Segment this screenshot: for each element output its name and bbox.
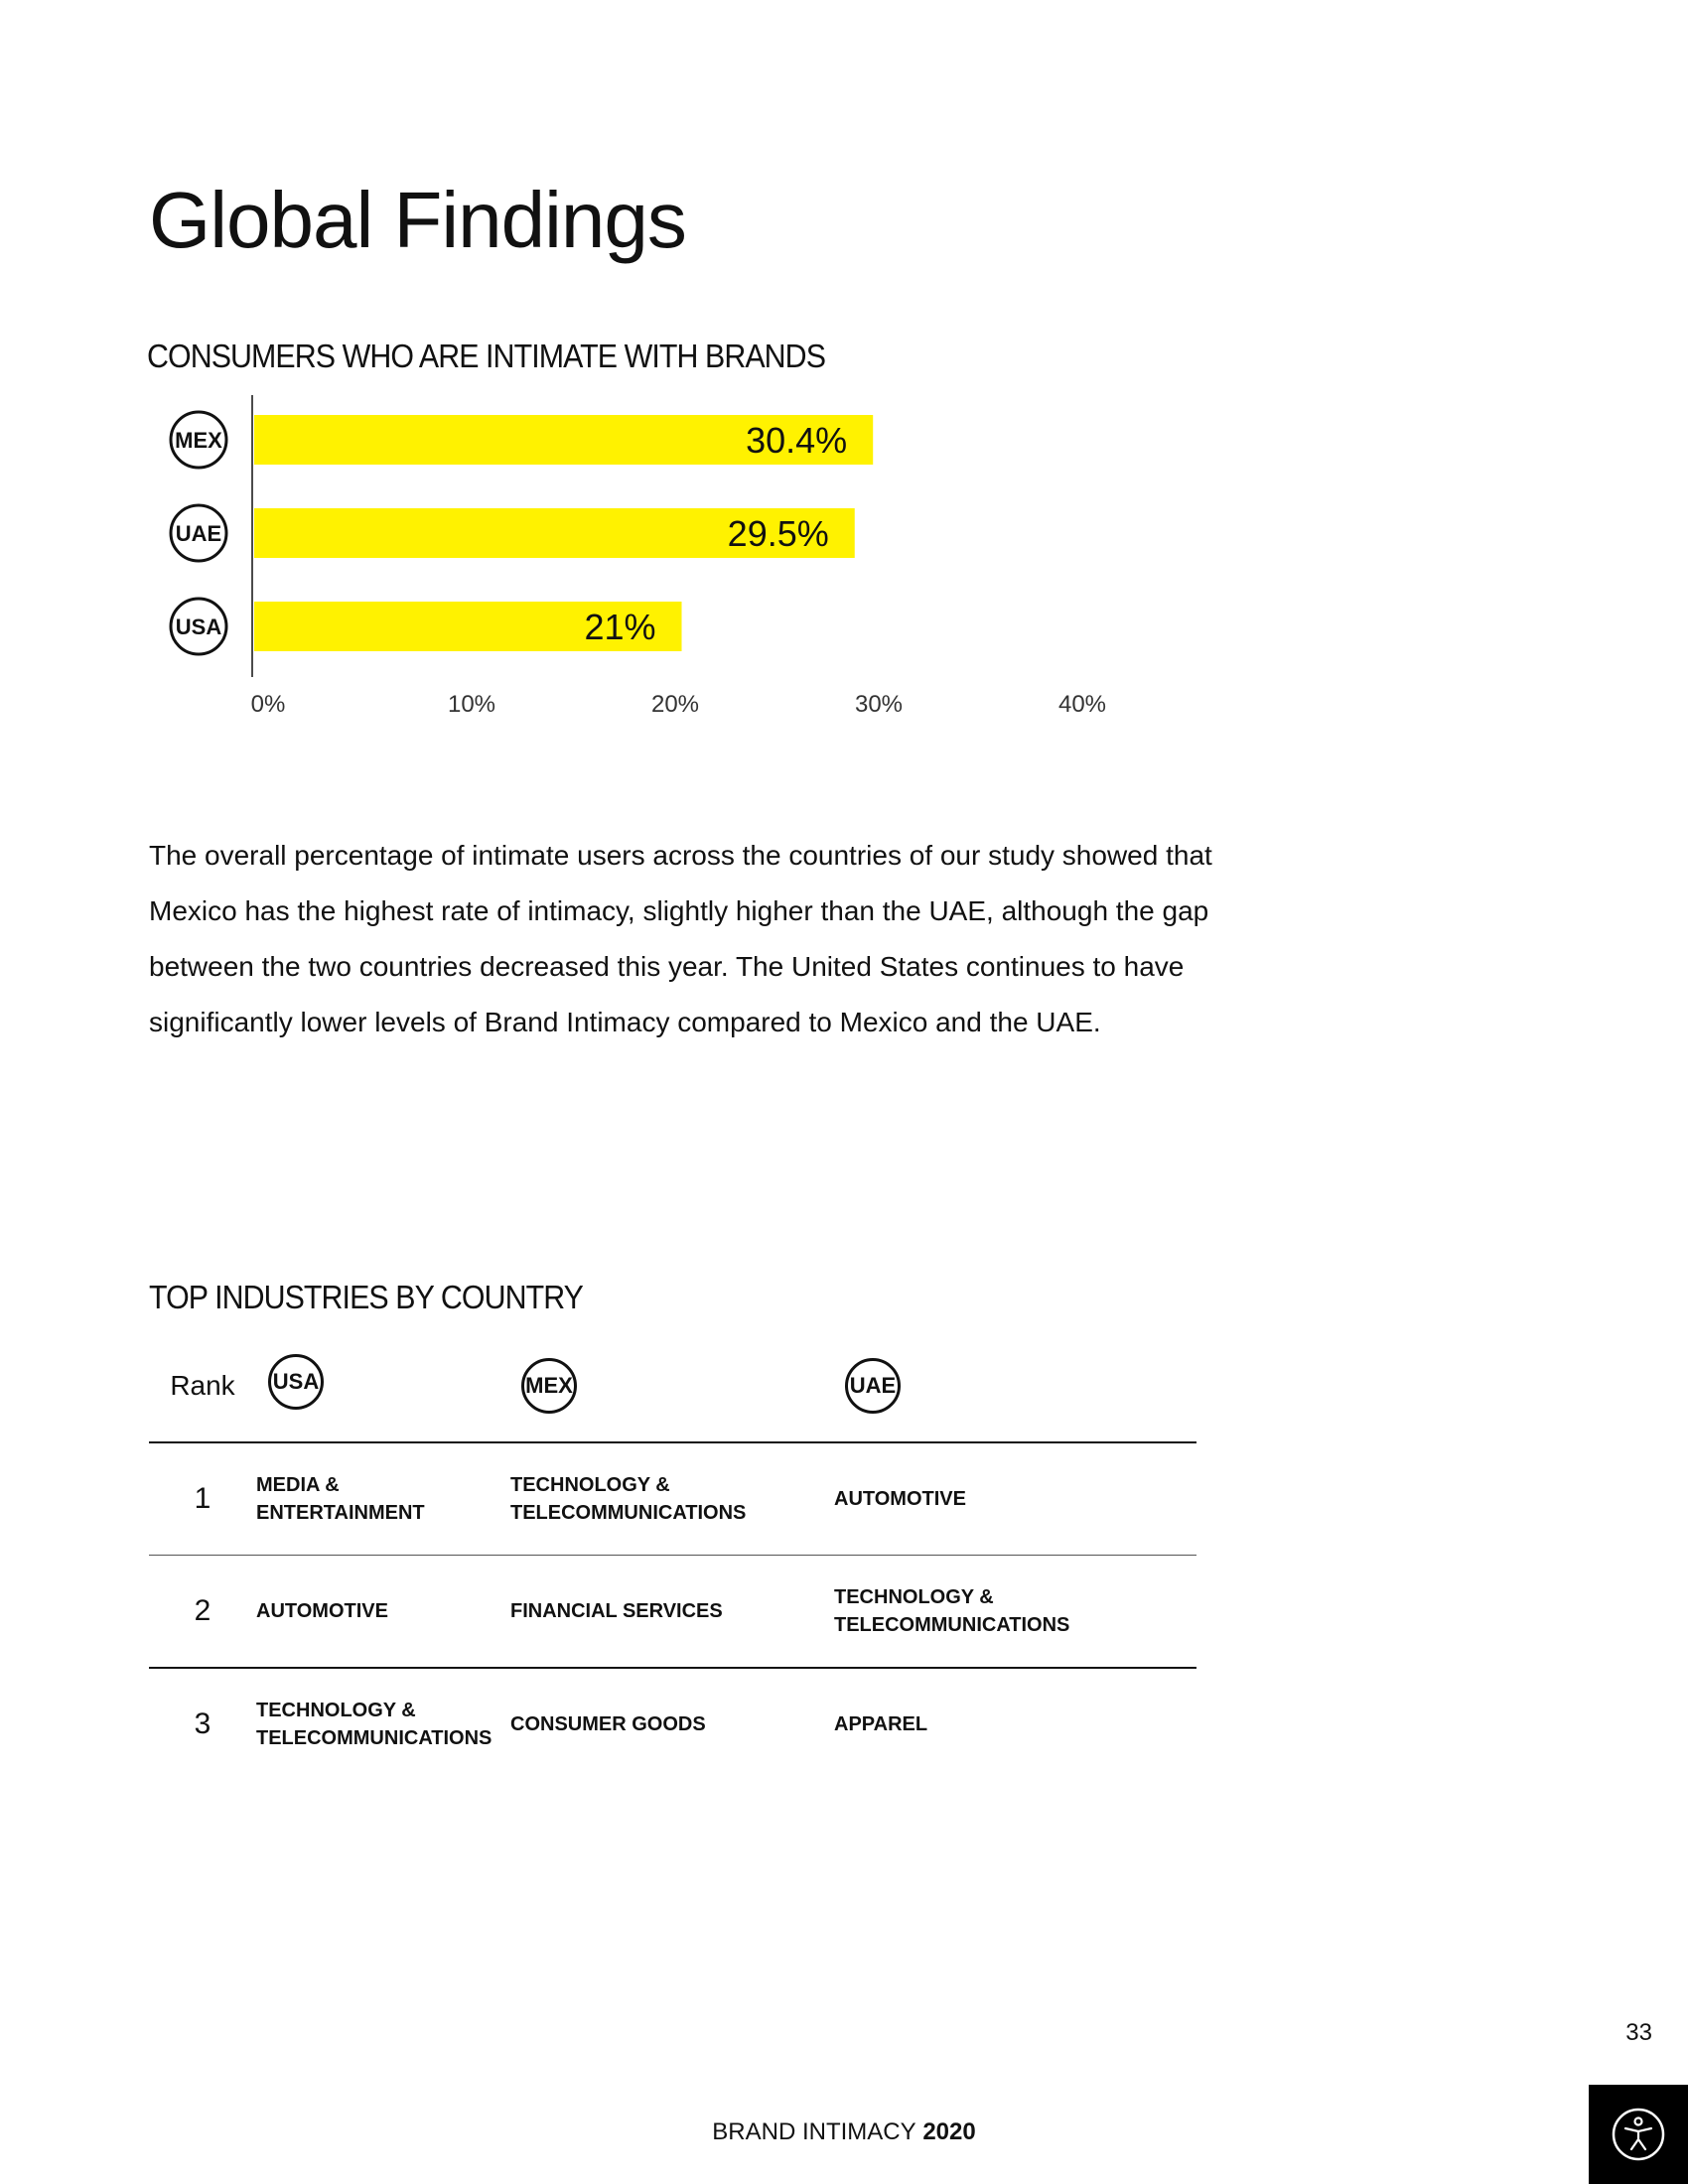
top-industries-table <box>149 1354 1196 1780</box>
industry-cell-uae: AUTOMOTIVE <box>834 1488 966 1510</box>
rank-header: Rank <box>170 1370 235 1401</box>
category-label-mex: MEX <box>175 428 222 453</box>
x-tick-label: 40% <box>1057 691 1107 718</box>
accessibility-button[interactable] <box>1589 2085 1688 2184</box>
category-label-uae: UAE <box>175 521 222 546</box>
country-badge-mex: MEX <box>521 1358 577 1414</box>
rank-cell: 1 <box>194 1482 211 1515</box>
table-header-row <box>149 1354 1196 1441</box>
page-number: 33 <box>1625 2019 1652 2046</box>
x-tick-label: 30% <box>854 691 904 718</box>
table-row <box>149 1667 1196 1780</box>
category-label-usa: USA <box>175 614 222 639</box>
x-tick-label: 10% <box>447 691 496 718</box>
industry-cell-uae: TECHNOLOGY & TELECOMMUNICATIONS <box>834 1586 1070 1636</box>
industry-cell-mex: TECHNOLOGY & TELECOMMUNICATIONS <box>510 1474 747 1524</box>
table-row <box>149 1441 1196 1555</box>
x-tick-label: 20% <box>650 691 700 718</box>
country-badge-uae: UAE <box>845 1358 901 1414</box>
data-label-usa: 21% <box>584 607 656 647</box>
accessibility-icon <box>1611 2107 1666 2162</box>
rank-cell: 2 <box>194 1594 211 1627</box>
table-title: TOP INDUSTRIES BY COUNTRY <box>149 1279 583 1315</box>
footer-year: 2020 <box>922 2118 976 2145</box>
footer-brand: BRAND INTIMACY <box>712 2118 916 2145</box>
industry-cell-usa: AUTOMOTIVE <box>256 1600 388 1622</box>
body-paragraph: The overall percentage of intimate users across the countries of our study showed that Mexico has the highest rate of intimacy, slightly higher than the UAE, although the gap between the two countries decreased this year. The United States continues to have significantly lower levels of Brand Intimacy compared to Mexico and the UAE. <box>149 840 1212 1037</box>
data-label-uae: 29.5% <box>727 513 829 554</box>
country-badge-usa: USA <box>268 1354 324 1410</box>
industry-cell-mex: CONSUMER GOODS <box>510 1713 706 1735</box>
page-title: Global Findings <box>149 176 686 264</box>
industry-cell-mex: FINANCIAL SERVICES <box>510 1600 723 1622</box>
industry-cell-uae: APPAREL <box>834 1713 928 1735</box>
rank-cell: 3 <box>194 1707 211 1740</box>
industry-cell-usa: TECHNOLOGY & TELECOMMUNICATIONS <box>256 1700 492 1749</box>
x-tick-label: 0% <box>250 691 286 718</box>
intimacy-bar-chart <box>0 387 1192 735</box>
industry-cell-usa: MEDIA & ENTERTAINMENT <box>256 1474 425 1524</box>
data-label-mex: 30.4% <box>746 420 848 461</box>
footer <box>0 2118 1688 2146</box>
table-row <box>149 1555 1196 1667</box>
chart-title: CONSUMERS WHO ARE INTIMATE WITH BRANDS <box>147 338 826 374</box>
